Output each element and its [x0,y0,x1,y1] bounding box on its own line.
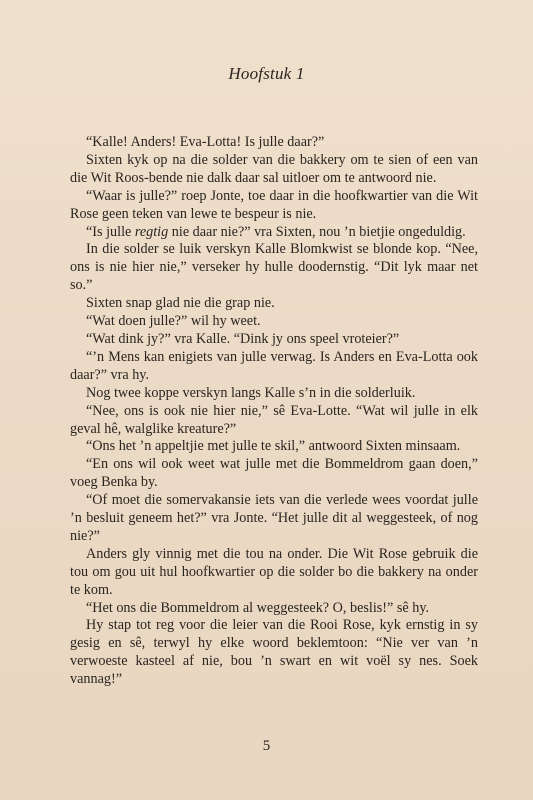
paragraph: “Of moet die somervakansie iets van die verlede wees voordat julle ’n besluit geneem het?” vra Jonte. “Het julle dit al weggesteek, of nog nie?” [70,492,478,544]
paragraph: “Ons het ’n appeltjie met julle te skil,” antwoord Sixten minsaam. [86,438,461,455]
emphasis-text: regtig [134,223,169,240]
chapter-heading: Hoofstuk 1 [228,64,305,83]
body-text [70,134,478,689]
paragraph: “En ons wil ook weet wat julle met die Bommeldrom gaan doen,” voeg Benka by. [70,456,478,491]
paragraph: “’n Mens kan enigiets van julle verwag. Is Anders en Eva-Lotta ook daar?” vra hy. [70,348,478,383]
paragraph: In die solder se luik verskyn Kalle Blomkwist se blonde kop. “Nee, ons is nie hier nie,” verseker hy hulle doodernstig. “Dit lyk maar net so.” [70,241,478,294]
paragraph: “Waar is julle?” roep Jonte, toe daar in die hoofkwartier van die Wit Rose geen teken van lewe te bespeur is nie. [70,187,478,222]
paragraph-text: nie daar nie?” vra Sixten, nou ’n bietjie ongeduldig. [168,223,466,240]
paragraph: “Wat doen julle?” wil hy weet. [86,313,261,330]
paragraph: Hy stap tot reg voor die leier van die Rooi Rose, kyk ernstig in sy gesig en sê, terwyl hy elke woord beklemtoon: “Nie ver van ’n verwoeste kasteel af nie, bou ’n swart en wit voël sy nes. Soek vannag!” [70,617,478,688]
paragraph: “Kalle! Anders! Eva-Lotta! Is julle daar?” [86,134,325,150]
paragraph: “Het ons die Bommeldrom al weggesteek? O, beslis!” sê hy. [86,599,430,616]
paragraph: “Nee, ons is ook nie hier nie,” sê Eva-Lotte. “Wat wil julle in elk geval hê, walglike kreature?” [70,402,478,437]
paragraph-text: “Is julle [86,223,135,240]
paragraph: Sixten kyk op na die solder van die bakkery om te sien of een van die Wit Roos-bende nie dalk daar sal uitloer om te antwoord nie. [70,151,478,186]
paragraph: “Wat dink jy?” vra Kalle. “Dink jy ons speel vroteier?” [86,330,400,347]
paragraph [70,224,478,242]
paragraph: Anders gly vinnig met die tou na onder. Die Wit Rose gebruik die tou om gou uit hul hoofkwartier op die solder bo die bakkery na onder te kom. [70,545,478,598]
page-number: 5 [262,738,271,754]
paragraph: Sixten snap glad nie die grap nie. [86,295,275,312]
paragraph: Nog twee koppe verskyn langs Kalle s’n in die solderluik. [86,384,416,401]
